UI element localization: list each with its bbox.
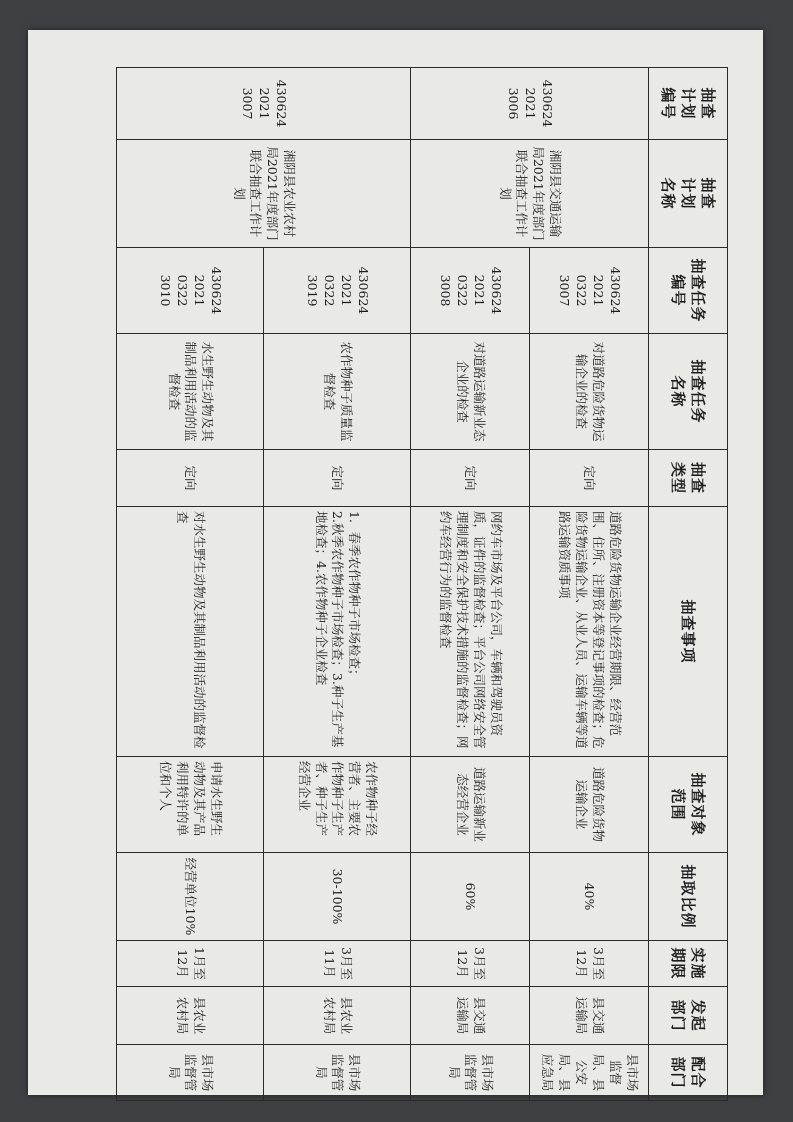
task-no-cell: 430624 2021 0322 3019 <box>264 248 411 334</box>
check-type-cell: 定向 <box>530 450 649 507</box>
header-partner: 配合部门 <box>649 1045 728 1101</box>
table-rotated-container <box>120 67 728 1100</box>
header-initiator: 发起 部门 <box>649 987 728 1045</box>
check-scope-cell: 道路危险货物运输企业 <box>530 757 649 853</box>
header-period: 实施 期限 <box>649 941 728 987</box>
partner-cell: 县市场监督局、县公安局、县应急局 <box>530 1045 649 1101</box>
task-name-cell: 对道路危险货物运输企业的检查 <box>530 334 649 450</box>
header-sampling-ratio: 抽取比例 <box>649 853 728 941</box>
table-row <box>530 68 649 1101</box>
task-name-cell: 水生野生动物及其制品利用活动的监督检查 <box>117 334 264 450</box>
plan-no-cell: 430624 2021 3006 <box>411 68 649 140</box>
period-cell: 3月至11月 <box>264 941 411 987</box>
header-task-no: 抽查任务 编号 <box>649 248 728 334</box>
task-no-cell: 430624 2021 0322 3010 <box>117 248 264 334</box>
ratio-cell: 30-100% <box>264 853 411 941</box>
plan-name-cell: 湘阴县交通运输局2021年度部门联合抽查工作计划 <box>411 140 649 248</box>
header-check-scope: 抽查对象 范围 <box>649 757 728 853</box>
check-scope-cell: 申请水生野生动物及其产品利用特许的单位和个人 <box>117 757 264 853</box>
task-name-cell: 农作物种子质量监督检查 <box>264 334 411 450</box>
header-plan-name: 抽查 计划 名称 <box>649 140 728 248</box>
table-header-row <box>649 68 728 1101</box>
initiator-cell: 县交通运输局 <box>530 987 649 1045</box>
check-items-cell: 对水生野生动物及其制品利用活动的监督检查 <box>117 507 264 757</box>
plan-no-cell: 430624 2021 3007 <box>117 68 411 140</box>
ratio-cell: 40% <box>530 853 649 941</box>
task-no-cell: 430624 2021 0322 3008 <box>411 248 530 334</box>
header-check-items: 抽查事项 <box>649 507 728 757</box>
table-row <box>264 68 411 1101</box>
initiator-cell: 县农业农村局 <box>264 987 411 1045</box>
ratio-cell: 经营单位10% <box>117 853 264 941</box>
partner-cell: 县市场监督管局 <box>411 1045 530 1101</box>
header-plan-no: 抽查 计划 编号 <box>649 68 728 140</box>
header-task-name: 抽查任务 名称 <box>649 334 728 450</box>
period-cell: 3月至12月 <box>530 941 649 987</box>
task-name-cell: 对道路运输新业态企业的检查 <box>411 334 530 450</box>
header-check-type: 抽查 类型 <box>649 450 728 507</box>
check-type-cell: 定向 <box>117 450 264 507</box>
initiator-cell: 县交通运输局 <box>411 987 530 1045</box>
period-cell: 1月至12月 <box>117 941 264 987</box>
check-items-cell: 网约车市场及平台公司，车辆和驾驶员资质，证件的监督检查；平台公司网络安全管理制度和安全保护技术措施的监督检查；网约车经营行为的监督检查 <box>411 507 530 757</box>
initiator-cell: 县农业农村局 <box>117 987 264 1045</box>
spot-check-plan-table <box>116 67 728 1101</box>
partner-cell: 县市场监督管局 <box>117 1045 264 1101</box>
scanned-page <box>28 30 763 1095</box>
period-cell: 3月至12月 <box>411 941 530 987</box>
check-scope-cell: 道路运输新业态经营企业 <box>411 757 530 853</box>
check-type-cell: 定向 <box>411 450 530 507</box>
ratio-cell: 60% <box>411 853 530 941</box>
check-items-cell: 道路危险货物运输企业经营期限、经营范围、住所、注册资本等登记事项的检查；危险货物运输企业、从业人员、运输车辆等道路运输资质事项 <box>530 507 649 757</box>
check-scope-cell: 农作物种子经营者、主要农作物种子生产者、种子生产经营企业 <box>264 757 411 853</box>
plan-name-cell: 湘阴县农业农村局2021年度部门联合抽查工作计划 <box>117 140 411 248</box>
check-type-cell: 定向 <box>264 450 411 507</box>
partner-cell: 县市场监督管局 <box>264 1045 411 1101</box>
check-items-cell: 1．春季农作物种子市场检查； 2.秋季农作物种子市场检查；3.种子生产基地检查；4.农作物种子企业检查 <box>264 507 411 757</box>
task-no-cell: 430624 2021 0322 3007 <box>530 248 649 334</box>
